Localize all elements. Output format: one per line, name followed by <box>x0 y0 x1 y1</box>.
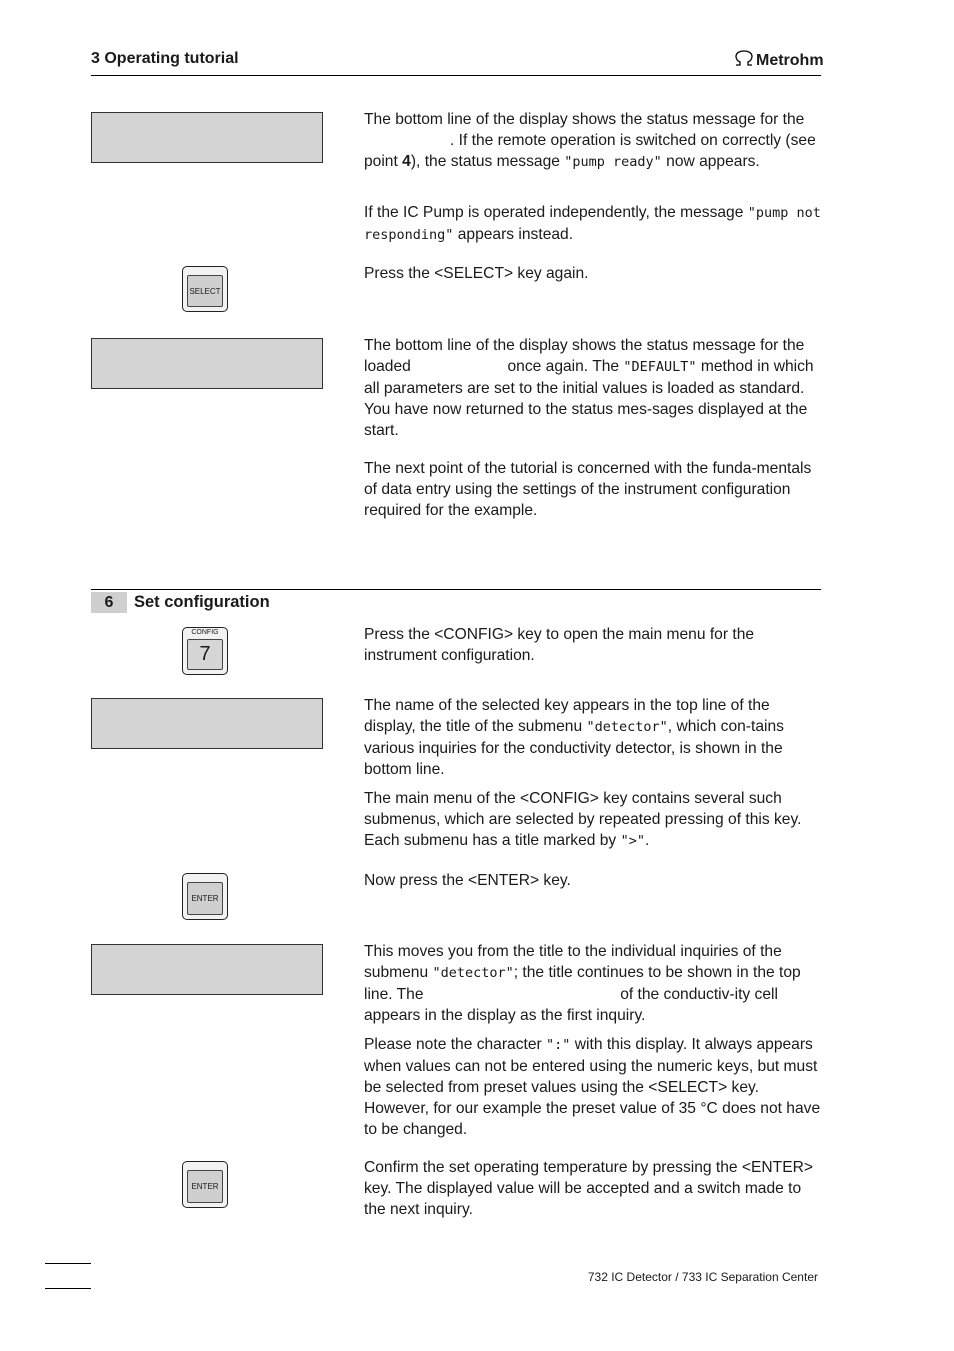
paragraph-press-config: Press the <CONFIG> key to open the main menu for the instrument configuration. <box>364 626 755 664</box>
running-header-title: 3 Operating tutorial <box>91 50 239 67</box>
header-rule <box>91 75 821 76</box>
config-key-digit: 7 <box>187 639 223 670</box>
paragraph-press-enter: Now press the <ENTER> key. <box>364 872 571 889</box>
lcd-display-pump-status <box>91 112 323 163</box>
brand-name: Metrohm <box>756 51 824 69</box>
enter-key[interactable] <box>182 873 228 920</box>
omega-logo-icon <box>734 50 754 71</box>
paragraph-main-menu: The main menu of the <CONFIG> key contains several such submenus, which are selected by repeated pressing of this key. Each submenu has a title marked by ">". <box>364 790 802 849</box>
footer-rule-top <box>45 1263 91 1264</box>
select-key[interactable] <box>182 266 228 312</box>
status-code-pump-not-responding: "pump not responding" <box>364 205 821 243</box>
enter-key-label: ENTER <box>187 882 223 915</box>
lcd-display-config-detector <box>91 698 323 749</box>
submenu-code-detector: "detector" <box>586 719 668 735</box>
brand-logo <box>734 50 824 71</box>
paragraph-confirm-temperature: Confirm the set operating temperature by pressing the <ENTER> key. The displayed value will be accepted and a switch made to the next inquiry. <box>364 1159 813 1218</box>
enter-key-confirm-label: ENTER <box>187 1170 223 1203</box>
lcd-display-method-status <box>91 338 323 389</box>
paragraph-submenu-detector: The name of the selected key appears in the top line of the display, the title of the submenu "detector", which con-tains various inquiries for the conductivity detector, is shown in the bottom line. <box>364 697 784 778</box>
select-key-label: SELECT <box>187 275 223 307</box>
colon-character-code: ":" <box>546 1037 571 1053</box>
paragraph-pump-status: The bottom line of the display shows the status message for the . If the remote operation is switched on correctly (see point 4), the status message "pump ready" now appears. <box>364 111 816 170</box>
config-key-label: CONFIG <box>191 629 219 636</box>
submenu-code-detector-2: "detector" <box>432 965 514 981</box>
section-title: Set configuration <box>134 593 270 611</box>
section-number: 6 <box>91 592 127 613</box>
paragraph-method-status: The bottom line of the display shows the status message for the loaded once again. The "DEFAULT" method in which all parameters are set to the initial values is loaded as standard. You have now returned to the status mes-sages displayed at the start. <box>364 337 814 439</box>
paragraph-inquiries: This moves you from the title to the individual inquiries of the submenu "detector"; the title continues to be shown in the top line. The of the conductiv-ity cell appears in the display as the first inquiry. <box>364 943 801 1024</box>
paragraph-next-point: The next point of the tutorial is concerned with the funda-mentals of data entry using the settings of the instrument configuration required for the example. <box>364 460 812 519</box>
point-reference: 4 <box>402 153 411 170</box>
status-code-pump-ready: "pump ready" <box>564 154 662 170</box>
config-key[interactable] <box>182 627 228 675</box>
lcd-display-detector-inquiry <box>91 944 323 995</box>
title-marker-code: ">" <box>620 833 645 849</box>
section-rule <box>91 589 821 590</box>
paragraph-pump-independent: If the IC Pump is operated independently, the message "pump not responding" appears instead. <box>364 204 821 243</box>
method-code-default: "DEFAULT" <box>623 359 697 375</box>
footer-text: 732 IC Detector / 733 IC Separation Center <box>587 1270 818 1284</box>
paragraph-colon-note: Please note the character ":" with this display. It always appears when values can not be entered using the numeric keys, but must be selected from preset values using the <SELECT> key. However, for our example the preset value of 35 °C does not have to be changed. <box>364 1036 821 1138</box>
footer-rule-bottom <box>45 1288 91 1289</box>
paragraph-press-select: Press the <SELECT> key again. <box>364 265 589 282</box>
enter-key-confirm[interactable] <box>182 1161 228 1208</box>
